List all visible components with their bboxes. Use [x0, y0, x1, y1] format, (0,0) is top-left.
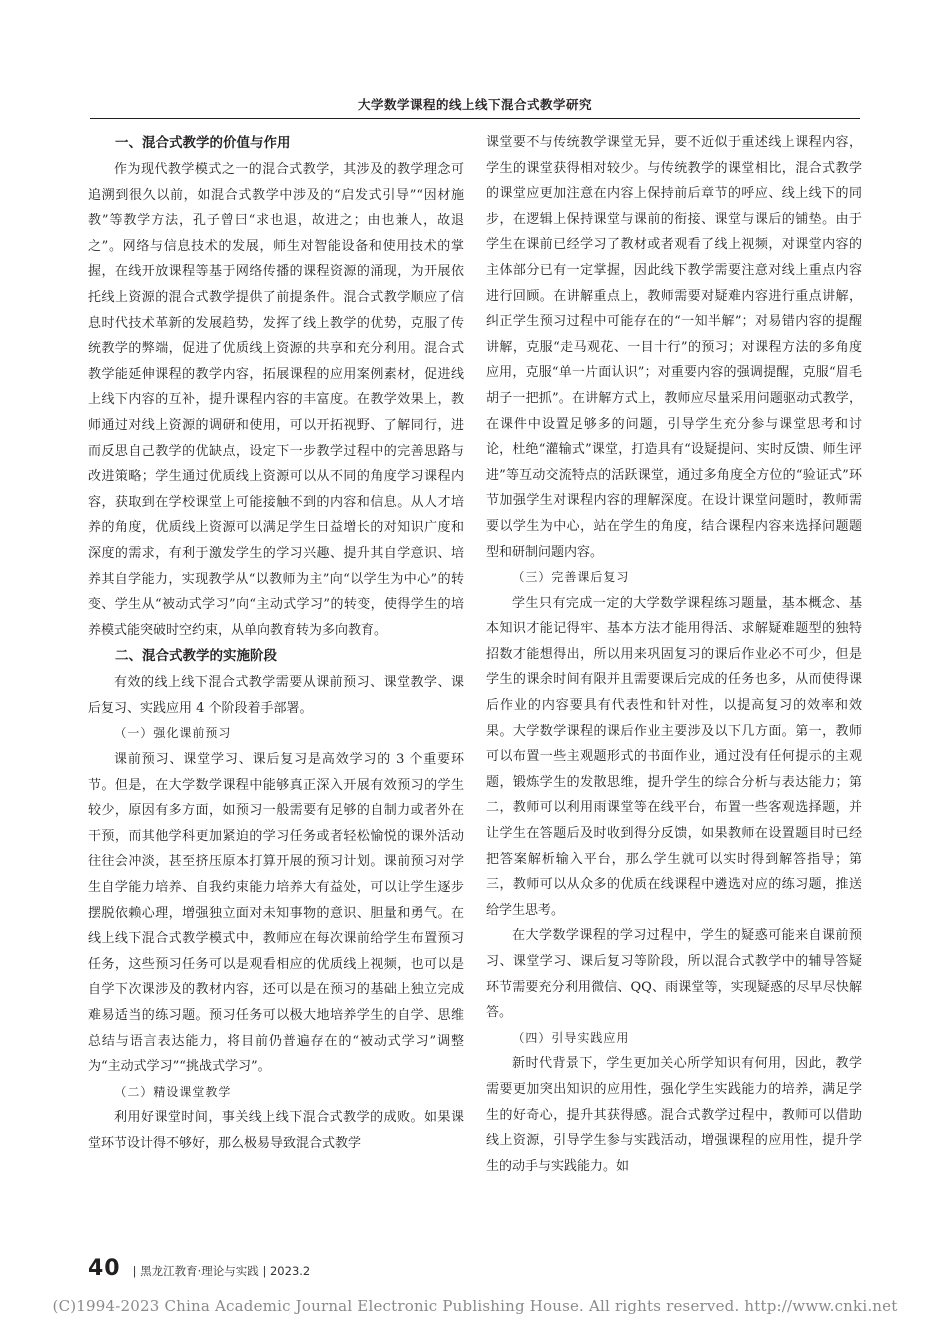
sub3-heading: （三）完善课后复习	[512, 570, 630, 585]
sub2-heading: （二）精设课堂教学	[114, 1084, 232, 1099]
sub2-paragraph-start: 利用好课堂时间，事关线上线下混合式教学的成败。如果课堂环节设计得不够好，那么极易导致混合式教学	[88, 1110, 464, 1151]
journal-info: | 黑龙江教育·理论与实践 | 2023.2	[132, 1264, 311, 1278]
copyright-watermark: (C)1994-2023 China Academic Journal Electronic Publishing House. All rights reserved. http://www.cnki.net	[52, 1297, 898, 1315]
sub4-paragraph: 新时代背景下，学生更加关心所学知识有何用，因此，教学需要更加突出知识的应用性，强化学生实践能力的培养，满足学生的好奇心，提升其获得感。混合式教学过程中，教师可以借助线上资源，引导学生参与实践活动，增强课程的应用性，提升学生的动手与实践能力。如	[486, 1056, 862, 1174]
sub4-heading: （四）引导实践应用	[512, 1030, 630, 1045]
sub1-heading: （一）强化课前预习	[114, 726, 232, 741]
sub3-paragraph-2: 在大学数学课程的学习过程中，学生的疑惑可能来自课前预习、课堂学习、课后复习等阶段，所以混合式教学中的辅导答疑环节需要充分利用微信、QQ、雨课堂等，实现疑惑的尽早尽快解答。	[486, 928, 862, 1021]
sub3-paragraph-1: 学生只有完成一定的大学数学课程练习题量，基本概念、基本知识才能记得牢、基本方法才能用得活、求解疑难题型的独特招数才能想得出，所以用来巩固复习的课后作业必不可少，但是学生的课余时间有限并且需要课后完成的任务也多，从而使得课后作业的内容要具有代表性和针对性，以提高复习的效率和效果。大学数学课程的课后作业主要涉及以下几方面。第一，教师可以布置一些主观题形式的书面作业，通过没有任何提示的主观题，锻炼学生的发散思维，提升学生的综合分析与表达能力；第二，教师可以利用雨课堂等在线平台，布置一些客观选择题，并让学生在答题后及时收到得分反馈，如果教师在设置题目时已经把答案解析输入平台，那么学生就可以实时得到解答指导；第三，教师可以从众多的优质在线课程中遴选对应的练习题，推送给学生思考。	[486, 595, 862, 918]
sub1-paragraph: 课前预习、课堂学习、课后复习是高效学习的 3 个重要环节。但是，在大学数学课程中能够真正深入开展有效预习的学生较少，原因有多方面，如预习一般需要有足够的自制力或者外在干预，而其他学科更加紧迫的学习任务或者轻松愉悦的课外活动往往会冲淡，甚至挤压原本打算开展的预习计划。课前预习对学生自学能力培养、自我约束能力培养大有益处，可以让学生逐步摆脱依赖心理，增强独立面对未知事物的意识、胆量和勇气。在线上线下混合式教学模式中，教师应在每次课前给学生布置预习任务，这些预习任务可以是观看相应的优质线上视频，也可以是自学下次课涉及的教材内容，还可以是在预习的基础上独立完成难易适当的练习题。预习任务可以极大地培养学生的自学、思维总结与语言表达能力，将目前仍普遍存在的“被动式学习”调整为“主动式学习”“挑战式学习”。	[88, 752, 464, 1075]
section1-paragraph: 作为现代教学模式之一的混合式教学，其涉及的教学理念可追溯到很久以前，如混合式教学中涉及的“启发式引导”“因材施教”等教学方法，孔子曾曰“求也退，故进之；由也兼人，故退之”。网络与信息技术的发展，师生对智能设备和使用技术的掌握，在线开放课程等基于网络传播的课程资源的涌现，为开展依托线上资源的混合式教学提供了前提条件。混合式教学顺应了信息时代技术革新的发展趋势，发挥了线上教学的优势，克服了传统教学的弊端，促进了优质线上资源的共享和充分利用。混合式教学能延伸课程的教学内容，拓展课程的应用案例素材，促进线上线下内容的互补，提升课程内容的丰富度。在教学效果上，教师通过对线上资源的调研和使用，可以开拓视野、了解同行，进而反思自己教学的优缺点，设定下一步教学过程中的完善思路与改进策略；学生通过优质线上资源可以从不同的角度学习课程内容，获取到在学校课堂上可能接触不到的内容和信息。从人才培养的角度，优质线上资源可以满足学生日益增长的对知识广度和深度的需求，有利于激发学生的学习兴趣、提升其自学意识、培养其自学能力，实现教学从“以教师为主”向“以学生为中心”的转变、学生从“被动式学习”向“主动式学习”的转变，使得学生的培养模式能突破时空约束，从单向教育转为多向教育。	[88, 162, 464, 638]
page-footer	[88, 1256, 310, 1281]
right-column	[486, 130, 862, 1179]
left-column	[88, 130, 464, 1157]
section2-heading: 二、混合式教学的实施阶段	[115, 648, 277, 665]
header-rule	[90, 118, 860, 119]
section1-heading: 一、混合式教学的价值与作用	[115, 135, 291, 151]
running-title: 大学数学课程的线上线下混合式教学研究	[357, 97, 592, 112]
page-number: 40	[88, 1256, 121, 1281]
sub2-paragraph-continued: 课堂要不与传统教学课堂无异，要不近似于重述线上课程内容，学生的课堂获得相对较少。与传统教学的课堂相比，混合式教学的课堂应更加注意在内容上保持前后章节的呼应、线上线下的同步，在逻辑上保持课堂与课前的衔接、课堂与课后的铺垫。由于学生在课前已经学习了教材或者观看了线上视频，对课堂内容的主体部分已有一定掌握，因此线下教学需要注意对线上重点内容进行回顾。在讲解重点上，教师需要对疑难内容进行重点讲解，纠正学生预习过程中可能存在的“一知半解”；对易错内容的提醒讲解，克服“走马观花、一目十行”的预习；对课程方法的多角度应用，克服“单一片面认识”；对重要内容的强调提醒，克服“眉毛胡子一把抓”。在讲解方式上，教师应尽量采用问题驱动式教学，在课件中设置足够多的问题，引导学生充分参与课堂思考和讨论，杜绝“灌输式”课堂，打造具有“设疑提问、实时反馈、师生评进”等互动交流特点的活跃课堂，通过多角度全方位的“验证式”环节加强学生对课程内容的理解深度。在设计课堂问题时，教师需要以学生为中心，站在学生的角度，结合课程内容来选择问题题型和研制问题内容。	[486, 135, 862, 560]
section2-intro: 有效的线上线下混合式教学需要从课前预习、课堂教学、课后复习、实践应用 4 个阶段着手部署。	[88, 675, 464, 716]
